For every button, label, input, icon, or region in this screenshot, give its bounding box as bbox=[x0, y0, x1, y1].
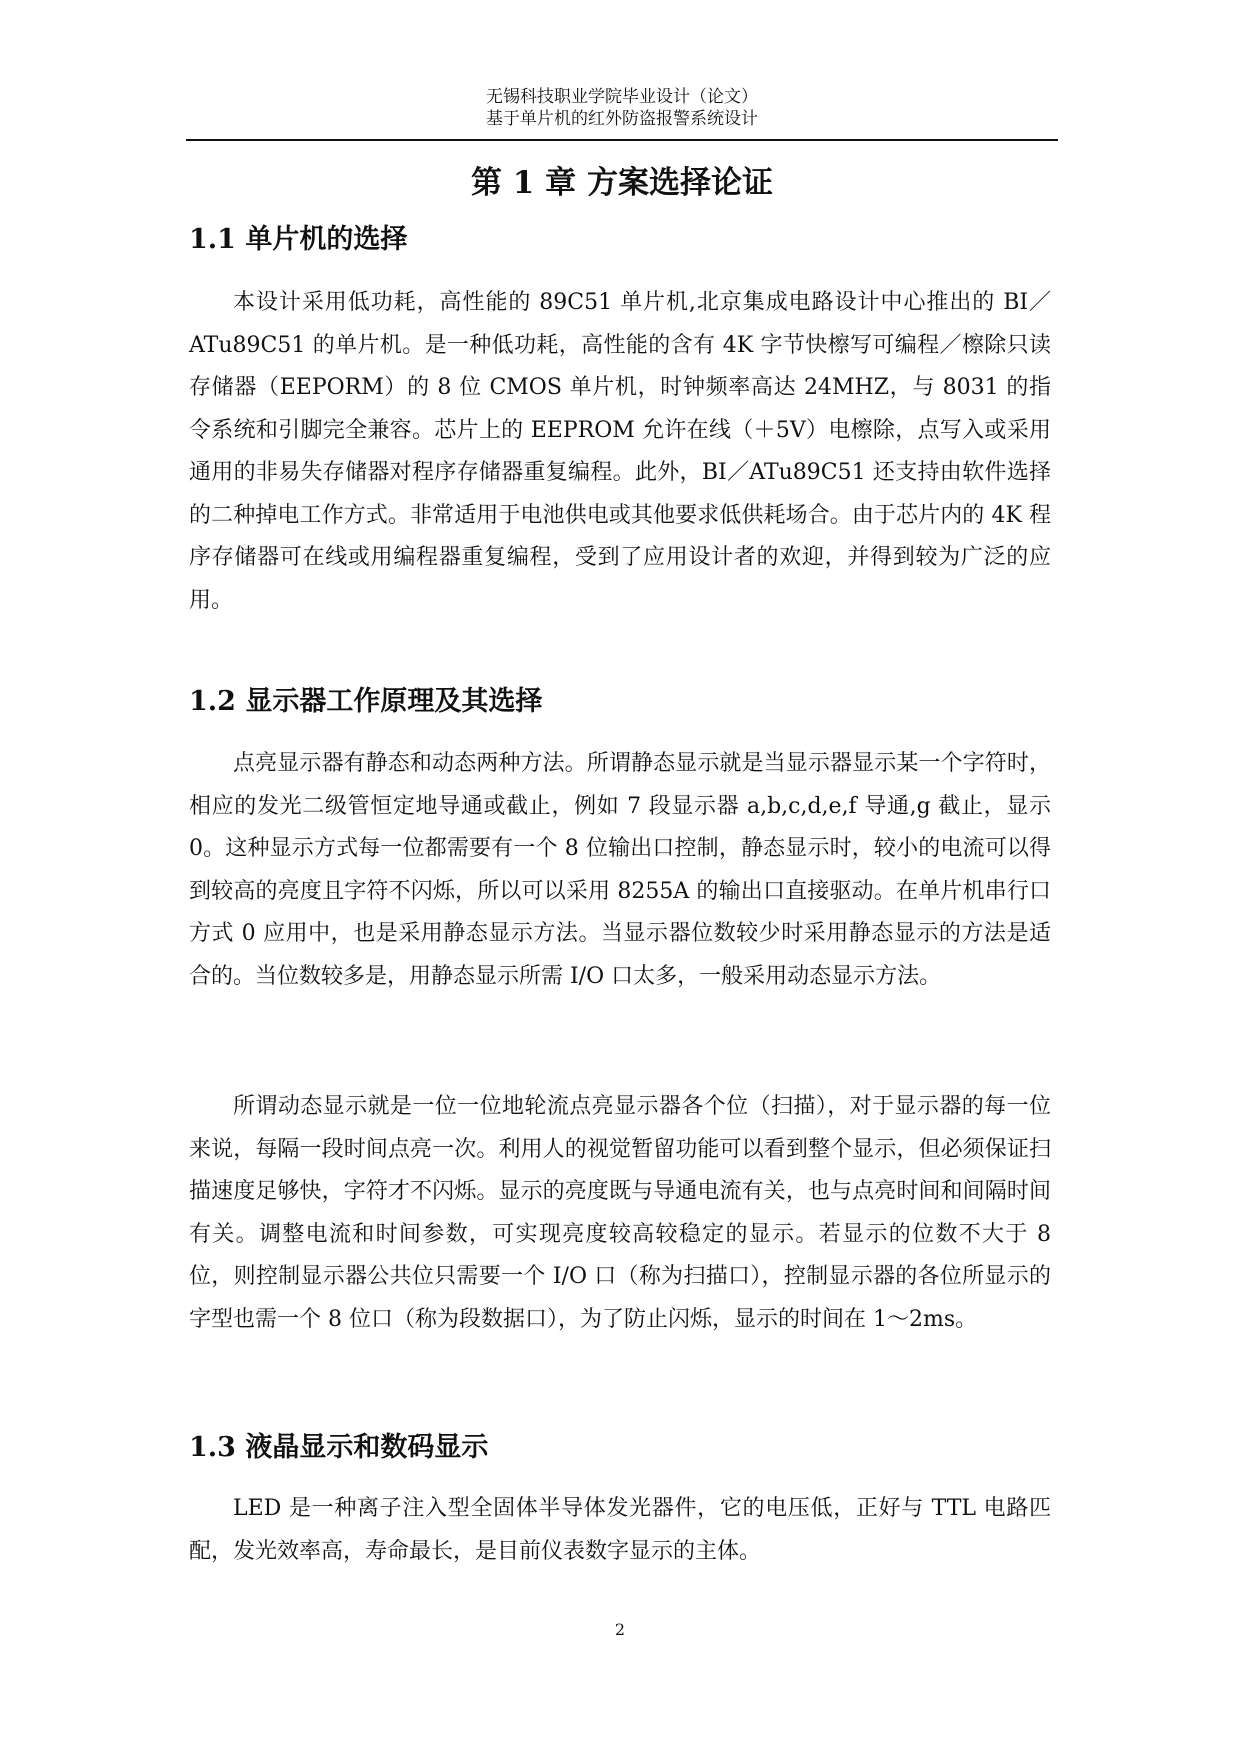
paragraph-led-display: LED 是一种离子注入型全固体半导体发光器件，它的电压低，正好与 TTL 电路匹配，发光效率高，寿命最长，是目前仪表数字显示的主体。 bbox=[189, 1496, 1051, 1564]
section-title-1-3: 1.3 液晶显示和数码显示 bbox=[189, 1432, 489, 1463]
chapter-title: 第 1 章 方案选择论证 bbox=[471, 165, 773, 201]
section-title-1-2: 1.2 显示器工作原理及其选择 bbox=[189, 686, 543, 717]
paragraph-dynamic-display: 所谓动态显示就是一位一位地轮流点亮显示器各个位（扫描），对于显示器的每一位来说，每隔一段时间点亮一次。利用人的视觉暂留功能可以看到整个显示，但必须保证扫描速度足够快，字符才不闪烁。显示的亮度既与导通电流有关，也与点亮时间和间隔时间有关。调整电流和时间参数，可实现亮度较高较稳定的显示。若显示的位数不大于 8 位，则控制显示器公共位只需要一个 I/O 口（称为扫描口），控制显示器的各位所显示的字型也需一个 8 位口（称为段数据口），为了防止闪烁，显示的时间在 1～2ms。 bbox=[189, 1094, 1051, 1332]
paragraph-static-display: 点亮显示器有静态和动态两种方法。所谓静态显示就是当显示器显示某一个字符时，相应的发光二级管恒定地导通或截止，例如 7 段显示器 a,b,c,d,e,f 导通,g 截止，显示 0。这种显示方式每一位都需要有一个 8 位输出口控制，静态显示时，较小的电流可以得到较高的亮度且字符不闪烁，所以可以采用 8255A 的输出口直接驱动。在单片机串行口方式 0 应用中，也是采用静态显示方法。当显示器位数较少时采用静态显示的方法是适合的。当位数较多是，用静态显示所需 I/O 口太多，一般采用动态显示方法。 bbox=[189, 751, 1051, 989]
header-rule bbox=[186, 139, 1058, 141]
section-title-1-1: 1.1 单片机的选择 bbox=[189, 224, 408, 255]
header-thesis-label: 无锡科技职业学院毕业设计（论文） bbox=[486, 87, 758, 107]
header-thesis-title: 基于单片机的红外防盗报警系统设计 bbox=[486, 109, 758, 129]
page-header bbox=[186, 86, 1058, 130]
page-number: 2 bbox=[614, 1620, 626, 1639]
paragraph-mcu-selection: 本设计采用低功耗，高性能的 89C51 单片机,北京集成电路设计中心推出的 BI／ATu89C51 的单片机。是一种低功耗，高性能的含有 4K 字节快檫写可编程／檫除只读存储器（EEPORM）的 8 位 CMOS 单片机，时钟频率高达 24MHZ，与 8031 的指令系统和引脚完全兼容。芯片上的 EEPROM 允许在线（＋5V）电檫除，点写入或采用通用的非易失存储器对程序存储器重复编程。此外，BI／ATu89C51 还支持由软件选择的二种掉电工作方式。非常适用于电池供电或其他要求低供耗场合。由于芯片内的 4K 程序存储器可在线或用编程器重复编程，受到了应用设计者的欢迎，并得到较为广泛的应用。 bbox=[189, 290, 1051, 613]
